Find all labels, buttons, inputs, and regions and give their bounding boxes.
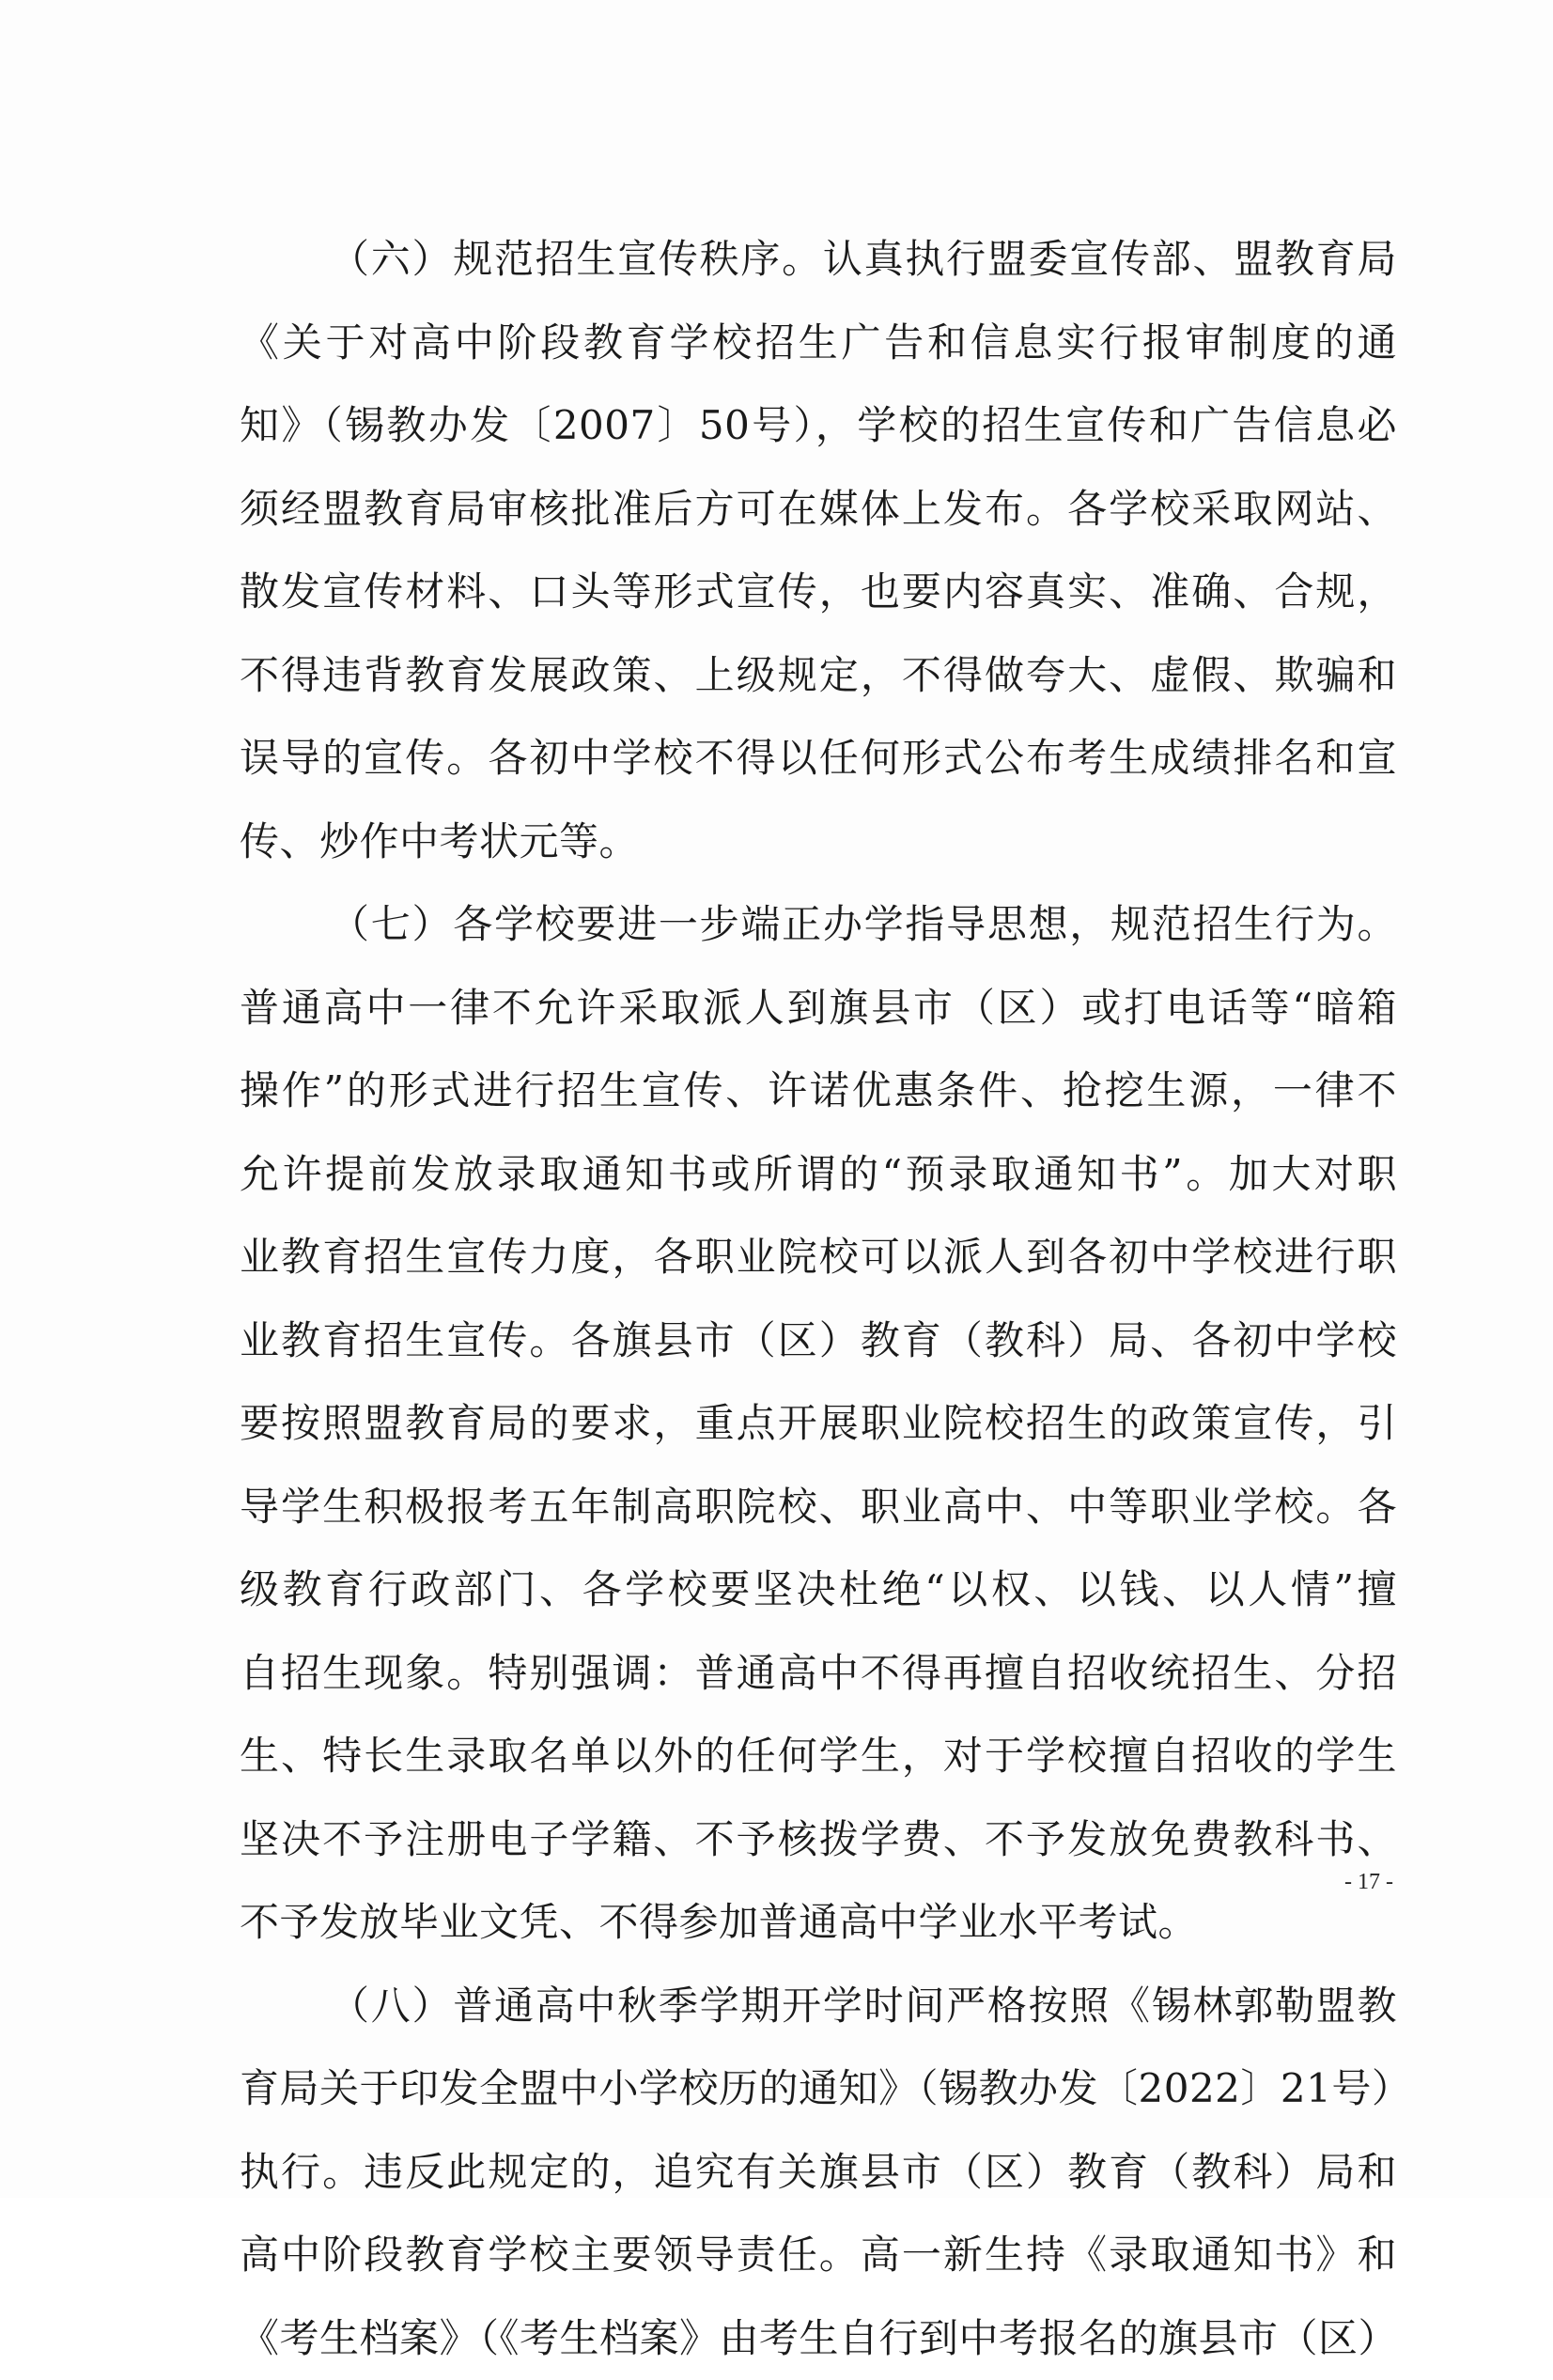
paragraph-7-line-4: 允许提前发放录取通知书或所谓的“预录取通知书”。加大对职: [240, 1133, 1397, 1217]
paragraph-7-line-3: 操作”的形式进行招生宣传、许诺优惠条件、抢挖生源，一律不: [240, 1050, 1397, 1133]
body-text: [240, 218, 1397, 2380]
paragraph-6-line-2: 《关于对高中阶段教育学校招生广告和信息实行报审制度的通: [240, 302, 1397, 385]
page-number: - 17 -: [1336, 1868, 1402, 1896]
paragraph-8-line-5: 《考生档案》（《考生档案》由考生自行到中考报名的旗县市（区）: [240, 2297, 1397, 2380]
paragraph-7-line-11: 生、特长生录取名单以外的任何学生，对于学校擅自招收的学生: [240, 1715, 1397, 1798]
paragraph-6-line-7: 误导的宣传。各初中学校不得以任何形式公布考生成绩排名和宣: [240, 717, 1397, 801]
paragraph-7-line-8: 导学生积极报考五年制高职院校、职业高中、中等职业学校。各: [240, 1466, 1397, 1549]
paragraph-8-line-1: （八）普通高中秋季学期开学时间严格按照《锡林郭勒盟教: [240, 1965, 1397, 2048]
paragraph-6-line-5: 散发宣传材料、口头等形式宣传，也要内容真实、准确、合规，: [240, 551, 1397, 634]
paragraph-7-line-6: 业教育招生宣传。各旗县市（区）教育（教科）局、各初中学校: [240, 1299, 1397, 1383]
paragraph-8-line-2: 育局关于印发全盟中小学校历的通知》（锡教办发〔2022〕21号）: [240, 2047, 1397, 2131]
paragraph-6-line-1: （六）规范招生宣传秩序。认真执行盟委宣传部、盟教育局: [240, 218, 1397, 302]
paragraph-6-line-6: 不得违背教育发展政策、上级规定，不得做夸大、虚假、欺骗和: [240, 634, 1397, 718]
paragraph-7-line-5: 业教育招生宣传力度，各职业院校可以派人到各初中学校进行职: [240, 1216, 1397, 1299]
paragraph-6-line-8: 传、炒作中考状元等。: [240, 801, 1397, 884]
paragraph-8-line-3: 执行。违反此规定的，追究有关旗县市（区）教育（教科）局和: [240, 2131, 1397, 2215]
paragraph-7-line-9: 级教育行政部门、各学校要坚决杜绝“以权、以钱、以人情”擅: [240, 1548, 1397, 1632]
paragraph-7-line-2: 普通高中一律不允许采取派人到旗县市（区）或打电话等“暗箱: [240, 967, 1397, 1050]
paragraph-7-line-13: 不予发放毕业文凭、不得参加普通高中学业水平考试。: [240, 1881, 1397, 1965]
paragraph-7-line-1: （七）各学校要进一步端正办学指导思想，规范招生行为。: [240, 883, 1397, 967]
paragraph-8-line-4: 高中阶段教育学校主要领导责任。高一新生持《录取通知书》和: [240, 2214, 1397, 2297]
paragraph-7-line-7: 要按照盟教育局的要求，重点开展职业院校招生的政策宣传，引: [240, 1382, 1397, 1466]
paragraph-6-line-4: 须经盟教育局审核批准后方可在媒体上发布。各学校采取网站、: [240, 468, 1397, 552]
paragraph-6-line-3: 知》（锡教办发〔2007〕50号），学校的招生宣传和广告信息必: [240, 384, 1397, 468]
paragraph-7-line-12: 坚决不予注册电子学籍、不予核拨学费、不予发放免费教科书、: [240, 1798, 1397, 1882]
paragraph-7-line-10: 自招生现象。特别强调：普通高中不得再擅自招收统招生、分招: [240, 1632, 1397, 1716]
